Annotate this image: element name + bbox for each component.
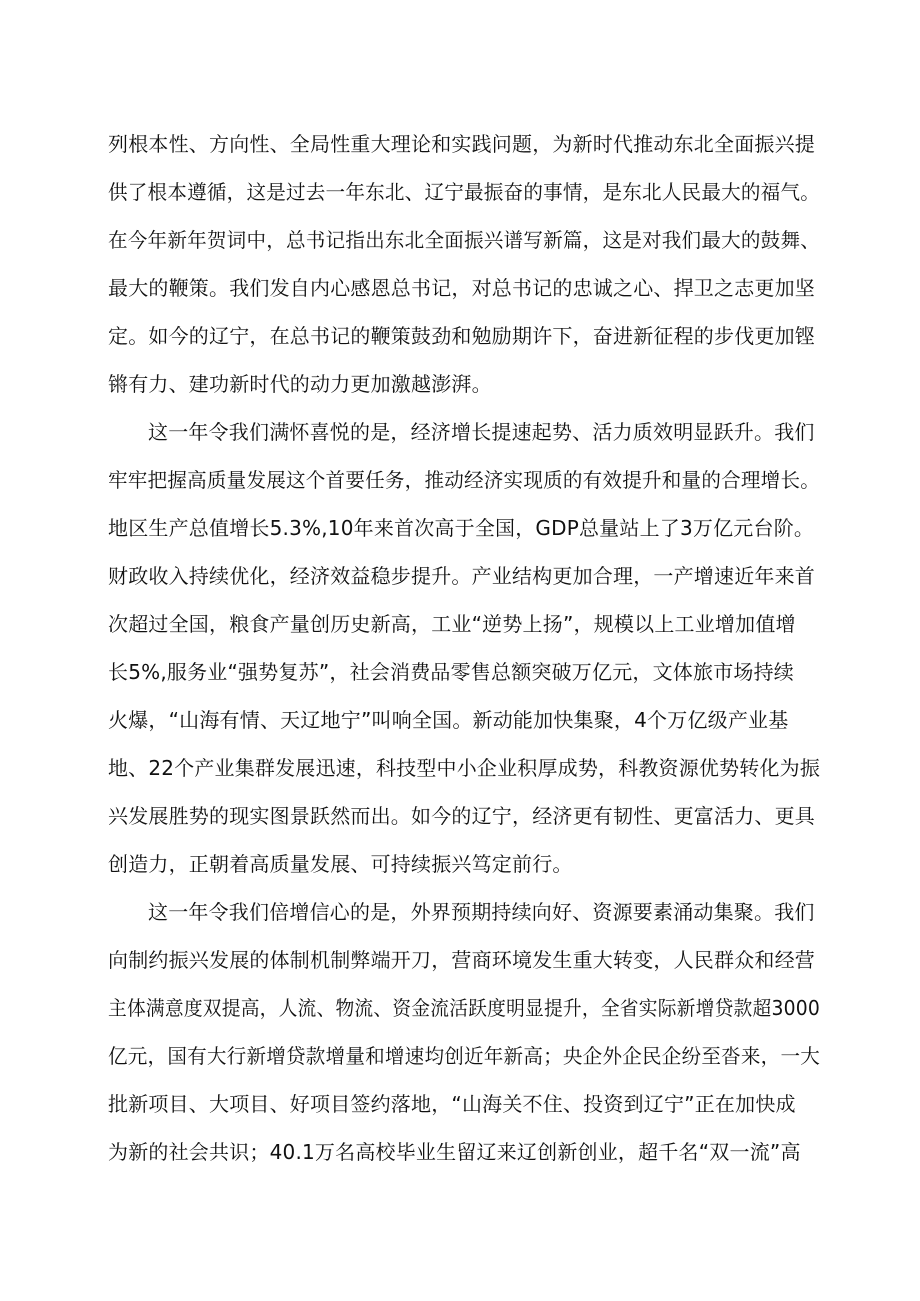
text-line: 地、22个产业集群发展迅速，科技型中小企业积厚成势，科教资源优势转化为振 <box>108 756 821 780</box>
text-line: 锵有力、建功新时代的动力更加激越澎湃。 <box>108 372 492 396</box>
text-line: 主体满意度双提高，人流、物流、资金流活跃度明显提升，全省实际新增贷款超3000 <box>108 996 820 1020</box>
text-line: 地区生产总值增长5.3%,10年来首次高于全国，GDP总量站上了3万亿元台阶。 <box>108 516 815 540</box>
text-line: 在今年新年贺词中，总书记指出东北全面振兴谱写新篇，这是对我们最大的鼓舞、 <box>108 228 821 252</box>
text-line: 财政收入持续优化，经济效益稳步提升。产业结构更加合理，一产增速近年来首 <box>108 564 815 588</box>
paragraph-1 <box>108 120 821 408</box>
text-line: 最大的鞭策。我们发自内心感恩总书记，对总书记的忠诚之心、捍卫之志更加坚 <box>108 276 815 300</box>
text-line: 向制约振兴发展的体制机制弊端开刀，营商环境发生重大转变，人民群众和经营 <box>108 948 815 972</box>
text-line: 火爆，“山海有情、天辽地宁”叫响全国。新动能加快集聚，4个万亿级产业基 <box>108 708 789 732</box>
text-line: 创造力，正朝着高质量发展、可持续振兴笃定前行。 <box>108 852 573 876</box>
paragraph-3 <box>108 888 821 1176</box>
text-line: 兴发展胜势的现实图景跃然而出。如今的辽宁，经济更有韧性、更富活力、更具 <box>108 804 815 828</box>
text-line: 次超过全国，粮食产量创历史新高，工业“逆势上扬”，规模以上工业增加值增 <box>108 612 796 636</box>
text-line: 供了根本遵循，这是过去一年东北、辽宁最振奋的事情，是东北人民最大的福气。 <box>108 180 821 204</box>
text-line: 这一年令我们满怀喜悦的是，经济增长提速起势、活力质效明显跃升。我们 <box>148 420 815 444</box>
text-line: 长5%,服务业“强势复苏”，社会消费品零售总额突破万亿元，文体旅市场持续 <box>108 660 795 684</box>
text-line: 批新项目、大项目、好项目签约落地，“山海关不住、投资到辽宁”正在加快成 <box>108 1092 796 1116</box>
text-line: 牢牢把握高质量发展这个首要任务，推动经济实现质的有效提升和量的合理增长。 <box>108 468 821 492</box>
paragraph-2 <box>108 408 821 888</box>
text-line: 列根本性、方向性、全局性重大理论和实践问题，为新时代推动东北全面振兴提 <box>108 132 815 156</box>
text-line: 亿元，国有大行新增贷款增量和增速均创近年新高；央企外企民企纷至沓来，一大 <box>108 1044 821 1068</box>
text-line: 为新的社会共识；40.1万名高校毕业生留辽来辽创新创业，超千名“双一流”高 <box>108 1140 801 1164</box>
text-line: 这一年令我们倍增信心的是，外界预期持续向好、资源要素涌动集聚。我们 <box>148 900 815 924</box>
document-body <box>108 120 821 1176</box>
text-line: 定。如今的辽宁，在总书记的鞭策鼓劲和勉励期许下，奋进新征程的步伐更加铿 <box>108 324 815 348</box>
